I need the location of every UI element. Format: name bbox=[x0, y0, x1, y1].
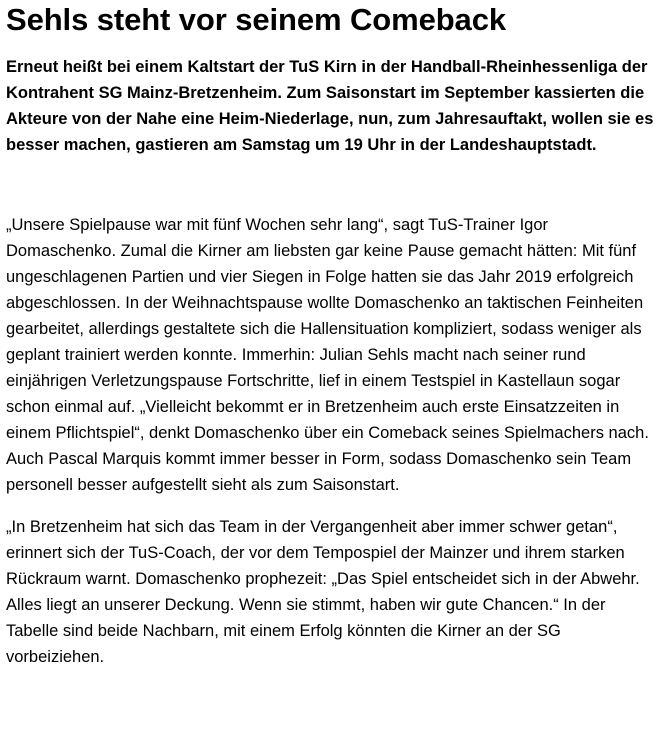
article-paragraph: „Unsere Spielpause war mit fünf Wochen sehr lang“, sagt TuS-Trainer Igor Domaschenko. Zumal die Kirner am liebsten gar keine Pause gemacht hätten: Mit fünf ungeschlagenen Partien und vier Siegen in Folge hatten sie das Jahr 2019 erfolgreich abgeschlossen. In der Weihnachtspause wollte Domaschenko an taktischen Feinheiten gearbeitet, allerdings gestaltete sich die Hallensituation kompliziert, sodass weniger als geplant trainiert werden konnte. Immerhin: Julian Sehls macht nach seiner rund einjährigen Verletzungspause Fortschritte, lief in einem Testspiel in Kastellaun sogar schon einmal auf. „Vielleicht bekommt er in Bretzenheim auch erste Einsatzzeiten in einem Pflichtspiel“, denkt Domaschenko über ein Comeback seines Spielmachers nach. Auch Pascal Marquis kommt immer besser in Form, sodass Domaschenko sein Team personell besser aufgestellt sieht als zum Saisonstart. bbox=[6, 216, 649, 494]
article-headline: Sehls steht vor seinem Comeback bbox=[6, 2, 506, 37]
article bbox=[6, 0, 654, 670]
article-lead: Erneut heißt bei einem Kaltstart der TuS Kirn in der Handball-Rheinhessenliga der Kontrahent SG Mainz-Bretzenheim. Zum Saisonstart im September kassierten die Akteure von der Nahe eine Heim-Niederlage, nun, zum Jahresauftakt, wollen sie es besser machen, gastieren am Samstag um 19 Uhr in der Landeshauptstadt. bbox=[6, 58, 654, 154]
article-paragraph: „In Bretzenheim hat sich das Team in der Vergangenheit aber immer schwer getan“, erinnert sich der TuS-Coach, der vor dem Tempospiel der Mainzer und ihrem starken Rückraum warnt. Domaschenko prophezeit: „Das Spiel entscheidet sich in der Abwehr. Alles liegt an unserer Deckung. Wenn sie stimmt, haben wir gute Chancen.“ In der Tabelle sind beide Nachbarn, mit einem Erfolg könnten die Kirner an der SG vorbeiziehen. bbox=[6, 518, 640, 666]
